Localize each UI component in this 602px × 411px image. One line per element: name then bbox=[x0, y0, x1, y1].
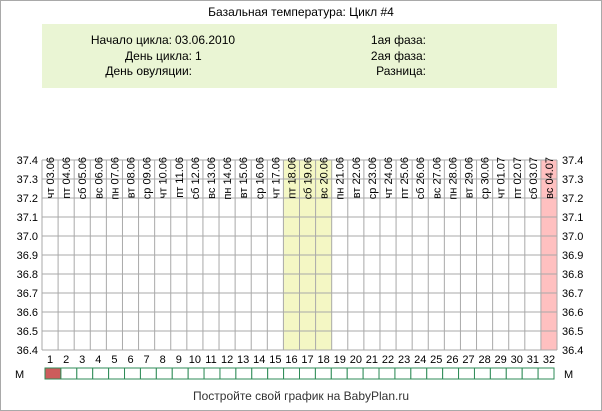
y-tick-label-left: 37.1 bbox=[16, 212, 38, 224]
cycle-day-number: 2 bbox=[63, 354, 70, 366]
phase1-label: 1ая фаза: bbox=[370, 33, 426, 47]
column-date-label: ср 09.06 bbox=[141, 157, 154, 200]
cycle-day-number: 27 bbox=[462, 354, 475, 366]
cycle-day-number: 26 bbox=[446, 354, 459, 366]
column-date-label: чт 03.06 bbox=[45, 157, 58, 199]
cycle-day-number: 31 bbox=[526, 354, 539, 366]
cycle-day-number: 32 bbox=[542, 354, 556, 366]
menstruation-cell-day-10 bbox=[188, 368, 204, 379]
cycle-day-number: 6 bbox=[127, 354, 134, 366]
column-date-label: чт 17.06 bbox=[270, 157, 283, 199]
menstruation-cell-day-1 bbox=[45, 368, 61, 379]
cycle-day-number: 11 bbox=[205, 354, 217, 366]
menstruation-cell-day-28 bbox=[474, 368, 490, 379]
menstruation-cell-day-9 bbox=[172, 368, 188, 379]
cycle-day-number: 23 bbox=[397, 354, 411, 366]
cycle-day-number: 14 bbox=[253, 354, 266, 366]
difference-label: Разница: bbox=[376, 64, 426, 78]
column-date-label: пт 11.06 bbox=[173, 157, 186, 198]
footer-link[interactable]: Постройте свой график на BabyPlan.ru bbox=[192, 389, 410, 403]
cycle-day-number: 9 bbox=[175, 354, 182, 366]
cycle-day-number: 5 bbox=[111, 354, 118, 366]
menstruation-cell-day-21 bbox=[363, 368, 379, 379]
column-date-label: пт 02.07 bbox=[511, 157, 524, 199]
menstruation-label-left: М bbox=[15, 369, 25, 381]
column-date-label: пт 18.06 bbox=[286, 157, 299, 199]
menstruation-cell-day-25 bbox=[427, 368, 443, 379]
column-date-label: сб 03.07 bbox=[527, 157, 540, 200]
cycle-day-number: 24 bbox=[414, 354, 427, 366]
column-date-label: пн 14.06 bbox=[222, 157, 235, 200]
y-tick-label-left: 37.3 bbox=[16, 174, 38, 186]
column-date-label: пн 21.06 bbox=[334, 157, 347, 200]
menstruation-cell-day-7 bbox=[140, 368, 156, 379]
menstruation-cell-day-5 bbox=[109, 368, 125, 379]
cycle-day-number: 20 bbox=[349, 354, 362, 366]
menstruation-label-right: М bbox=[564, 369, 574, 381]
cycle-day-number: 16 bbox=[285, 354, 298, 366]
menstruation-cell-day-20 bbox=[347, 368, 363, 379]
cycle-start-label: Начало цикла: bbox=[90, 33, 172, 47]
menstruation-cell-day-15 bbox=[268, 368, 284, 379]
y-tick-label-right: 37.3 bbox=[562, 174, 584, 186]
cycle-day-number: 29 bbox=[494, 354, 507, 366]
column-date-label: пт 25.06 bbox=[399, 157, 412, 199]
phase2-label: 2ая фаза: bbox=[370, 49, 426, 63]
cycle-day-number: 3 bbox=[79, 354, 86, 366]
y-tick-label-left: 36.4 bbox=[16, 345, 38, 357]
menstruation-cell-day-3 bbox=[77, 368, 93, 379]
menstruation-cell-day-8 bbox=[156, 368, 172, 379]
cycle-day-number: 30 bbox=[510, 354, 523, 366]
menstruation-cell-day-13 bbox=[236, 368, 252, 379]
cycle-day-number: 21 bbox=[365, 354, 379, 366]
y-tick-label-left: 37.2 bbox=[16, 193, 38, 205]
menstruation-cell-day-32 bbox=[538, 368, 554, 379]
y-tick-label-left: 37.0 bbox=[16, 231, 38, 243]
column-date-label: вт 29.06 bbox=[463, 157, 476, 199]
menstruation-cell-day-29 bbox=[490, 368, 506, 379]
column-date-label: чт 01.07 bbox=[495, 157, 508, 199]
cycle-day-label: День цикла: bbox=[125, 49, 192, 63]
menstruation-cell-day-11 bbox=[204, 368, 220, 379]
y-tick-label-right: 37.0 bbox=[562, 231, 584, 243]
cycle-day-number: 17 bbox=[301, 354, 314, 366]
cycle-day-number: 28 bbox=[478, 354, 491, 366]
menstruation-cell-day-27 bbox=[459, 368, 475, 379]
column-date-label: пн 28.06 bbox=[447, 157, 460, 200]
cycle-day-number: 19 bbox=[333, 354, 346, 366]
y-tick-label-left: 36.6 bbox=[16, 307, 38, 319]
cycle-day-number: 1 bbox=[46, 354, 54, 366]
menstruation-cell-day-6 bbox=[125, 368, 141, 379]
y-tick-label-left: 36.8 bbox=[16, 269, 38, 281]
column-date-label: вс 06.06 bbox=[93, 157, 106, 199]
y-tick-label-left: 36.7 bbox=[16, 288, 38, 300]
column-date-label: сб 26.06 bbox=[415, 157, 428, 200]
menstruation-cell-day-22 bbox=[379, 368, 395, 379]
y-tick-label-right: 37.4 bbox=[562, 155, 584, 167]
y-tick-label-right: 36.9 bbox=[562, 250, 584, 262]
column-date-label: чт 10.06 bbox=[157, 157, 170, 199]
menstruation-cell-day-12 bbox=[220, 368, 236, 379]
y-tick-label-right: 36.8 bbox=[562, 269, 584, 281]
y-tick-label-right: 37.2 bbox=[562, 193, 584, 205]
y-tick-label-right: 36.5 bbox=[562, 326, 584, 338]
cycle-day-number: 4 bbox=[95, 354, 102, 366]
menstruation-cell-day-4 bbox=[93, 368, 109, 379]
column-date-label: пт 04.06 bbox=[61, 157, 74, 199]
column-date-label: ср 16.06 bbox=[254, 157, 267, 200]
cycle-day-number: 22 bbox=[381, 354, 395, 366]
y-tick-label-left: 37.4 bbox=[16, 155, 38, 167]
column-date-label: пн 07.06 bbox=[109, 157, 122, 200]
menstruation-cell-day-2 bbox=[61, 368, 77, 379]
menstruation-cell-day-30 bbox=[506, 368, 522, 379]
column-date-label: вс 20.06 bbox=[318, 157, 331, 199]
column-date-label: вт 22.06 bbox=[350, 157, 363, 199]
y-tick-label-left: 36.5 bbox=[16, 326, 38, 338]
column-date-label: вт 08.06 bbox=[125, 157, 138, 199]
menstruation-cell-day-17 bbox=[300, 368, 316, 379]
cycle-day-number: 12 bbox=[220, 354, 234, 366]
menstruation-cell-day-18 bbox=[315, 368, 331, 379]
menstruation-cell-day-16 bbox=[284, 368, 300, 379]
cycle-day-number: 25 bbox=[430, 354, 443, 366]
menstruation-cell-day-24 bbox=[411, 368, 427, 379]
y-tick-label-right: 36.7 bbox=[562, 288, 584, 300]
column-date-label: вс 27.06 bbox=[431, 157, 444, 199]
y-tick-label-left: 36.9 bbox=[16, 250, 38, 262]
chart-title: Базальная температура: Цикл #4 bbox=[208, 5, 394, 19]
column-date-label: сб 19.06 bbox=[302, 157, 315, 200]
y-tick-label-right: 36.4 bbox=[562, 345, 584, 357]
column-date-label: чт 24.06 bbox=[383, 157, 396, 199]
cycle-day-number: 7 bbox=[143, 354, 150, 366]
cycle-day-number: 8 bbox=[159, 354, 166, 366]
column-date-label: сб 12.06 bbox=[189, 157, 202, 200]
y-tick-label-right: 37.1 bbox=[562, 212, 584, 224]
cycle-day-number: 10 bbox=[188, 354, 202, 366]
ovulation-day-label: День овуляции: bbox=[105, 64, 192, 78]
cycle-day-number: 15 bbox=[269, 354, 282, 366]
menstruation-cell-day-23 bbox=[395, 368, 411, 379]
menstruation-cell-day-14 bbox=[252, 368, 268, 379]
column-date-label: ср 23.06 bbox=[366, 157, 379, 200]
column-date-label: сб 05.06 bbox=[77, 157, 90, 200]
menstruation-cell-day-26 bbox=[443, 368, 459, 379]
y-tick-label-right: 36.6 bbox=[562, 307, 584, 319]
cycle-start-value: 03.06.2010 bbox=[175, 33, 236, 47]
cycle-day-number: 13 bbox=[237, 354, 250, 366]
column-date-label: вт 15.06 bbox=[238, 157, 251, 199]
column-date-label: ср 30.06 bbox=[479, 157, 492, 200]
column-date-label: вс 13.06 bbox=[205, 157, 218, 199]
cycle-day-number: 18 bbox=[317, 354, 330, 366]
cycle-day-value: 1 bbox=[195, 49, 202, 63]
menstruation-cell-day-19 bbox=[331, 368, 347, 379]
column-date-label: вс 04.07 bbox=[543, 157, 556, 199]
menstruation-cell-day-31 bbox=[522, 368, 538, 379]
